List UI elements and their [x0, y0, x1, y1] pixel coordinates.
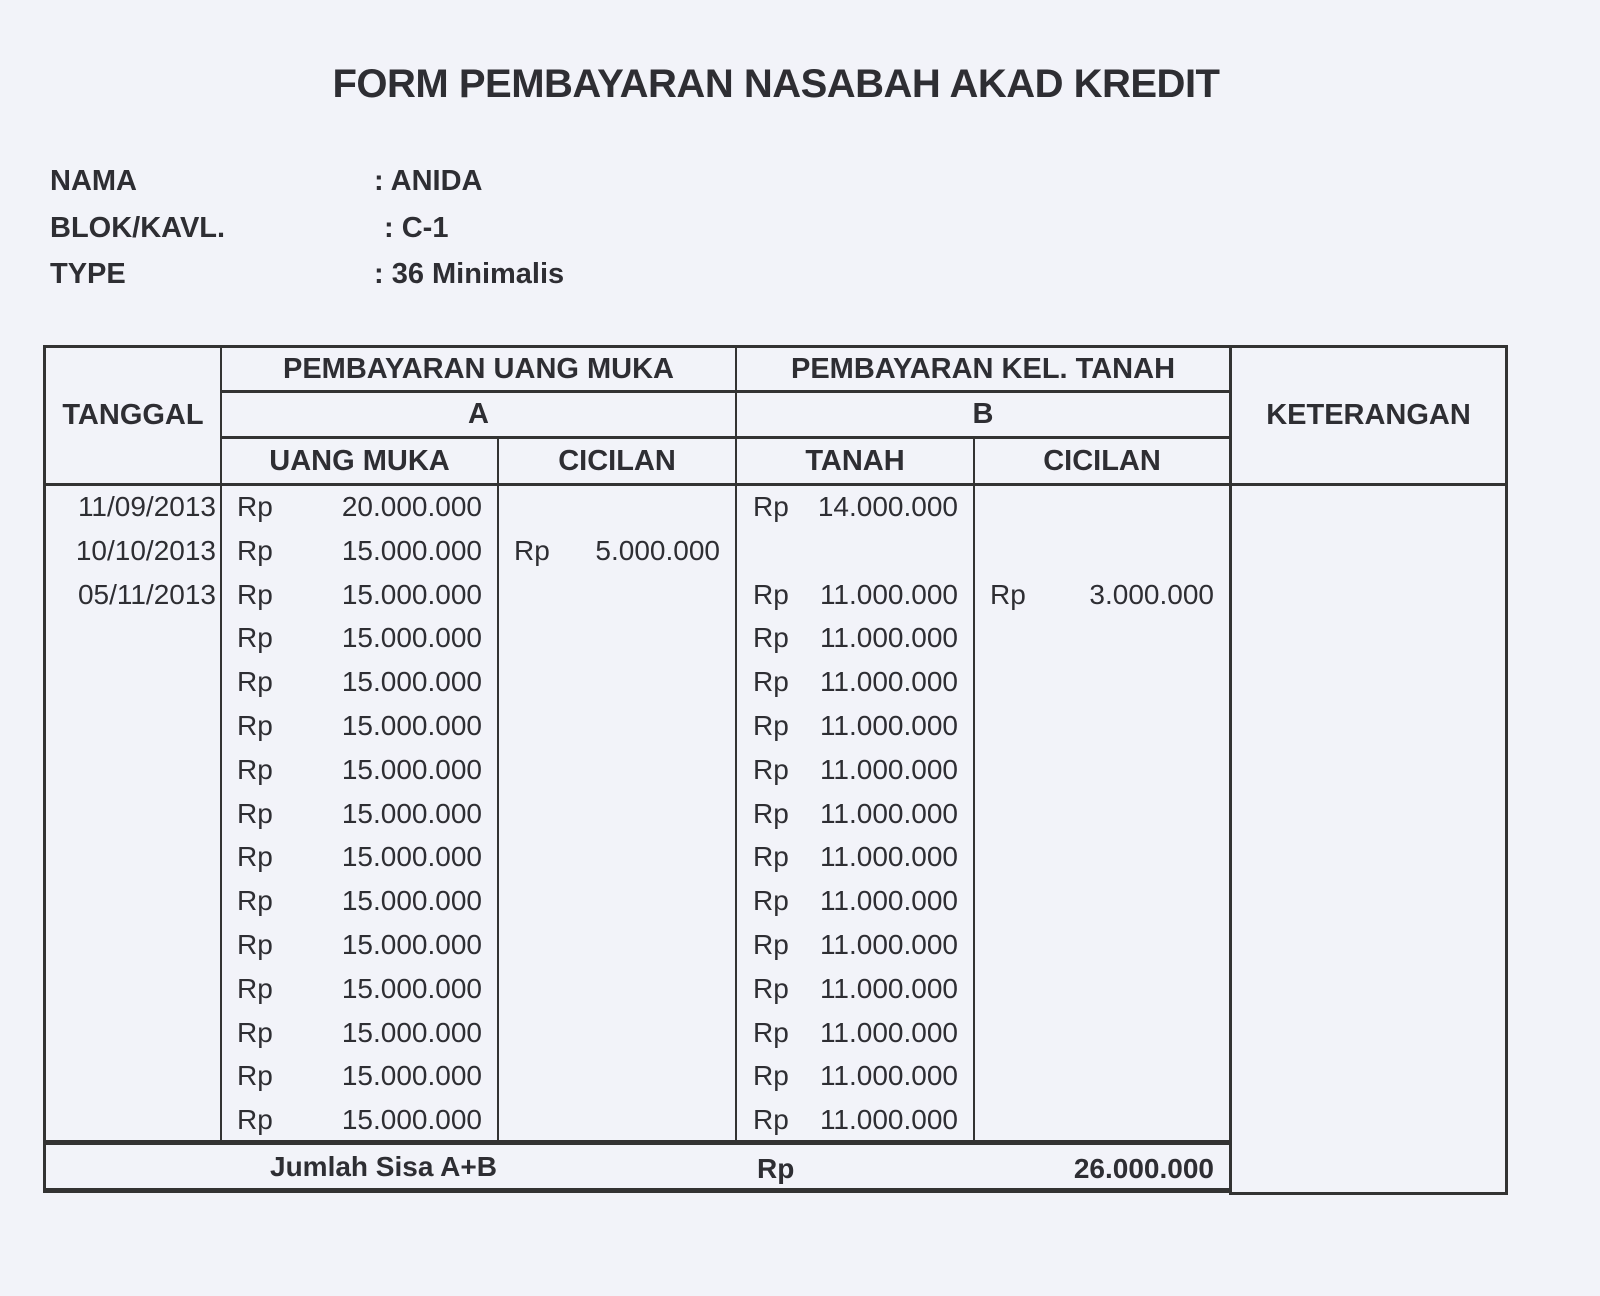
currency-label: Rp	[237, 491, 273, 522]
amount-cell: 15.000.000	[341, 710, 482, 741]
currency-label: Rp	[237, 710, 273, 741]
total-currency: Rp	[757, 1153, 795, 1184]
amount-cell: 15.000.000	[341, 1060, 482, 1092]
currency-label: Rp	[753, 797, 789, 829]
amount-cell: 11.000.000	[819, 622, 958, 654]
type-value: : 36 Minimalis	[374, 258, 565, 290]
currency-label: Rp	[753, 1016, 789, 1048]
header-tanggal: TANGGAL	[62, 399, 204, 431]
header-b-tanah: TANAH	[805, 444, 905, 477]
amount-cell: 15.000.000	[341, 753, 482, 785]
date-cell: 05/11/2013	[77, 578, 216, 610]
currency-label: Rp	[237, 841, 273, 873]
header-b-cicilan: CICILAN	[1043, 444, 1161, 477]
date-cell: 11/09/2013	[77, 491, 216, 522]
total-value: 26.000.000	[1073, 1153, 1214, 1184]
amount-cell: 15.000.000	[341, 972, 482, 1004]
amount-cell: 11.000.000	[819, 1104, 958, 1136]
amount-cell: 11.000.000	[819, 666, 958, 698]
nama-value: : ANIDA	[374, 165, 483, 197]
header-keterangan: KETERANGAN	[1266, 399, 1471, 431]
currency-label: Rp	[514, 534, 550, 566]
amount-cell: 11.000.000	[819, 1060, 958, 1092]
header-a-cicilan: CICILAN	[558, 444, 676, 477]
currency-label: Rp	[753, 885, 789, 917]
nama-label: NAMA	[50, 165, 137, 197]
header-a: A	[468, 398, 489, 430]
header-a-uang-muka: UANG MUKA	[269, 444, 450, 477]
amount-cell: 15.000.000	[341, 578, 482, 610]
header-group-b: PEMBAYARAN KEL. TANAH	[790, 352, 1176, 385]
amount-cell: 11.000.000	[819, 1016, 958, 1048]
amount-cell: 20.000.000	[341, 491, 482, 522]
total-label: Jumlah Sisa A+B	[270, 1151, 497, 1182]
amount-cell: 15.000.000	[341, 797, 482, 829]
amount-cell: 15.000.000	[341, 929, 482, 960]
currency-label: Rp	[753, 1104, 789, 1136]
blok-value: : C-1	[384, 212, 449, 244]
date-cell: 10/10/2013	[75, 534, 216, 566]
amount-cell: 11.000.000	[819, 972, 958, 1004]
amount-cell: 15.000.000	[341, 1104, 482, 1136]
currency-label: Rp	[237, 972, 273, 1004]
currency-label: Rp	[237, 753, 273, 785]
currency-label: Rp	[753, 841, 789, 873]
type-label: TYPE	[50, 258, 126, 290]
header-b: B	[972, 398, 994, 430]
amount-cell: 11.000.000	[819, 753, 958, 785]
amount-cell: 15.000.000	[341, 534, 482, 566]
currency-label: Rp	[237, 578, 273, 610]
amount-cell: 11.000.000	[819, 797, 958, 829]
currency-label: Rp	[753, 972, 789, 1004]
amount-cell: 15.000.000	[341, 885, 482, 917]
currency-label: Rp	[990, 578, 1026, 610]
amount-cell: 11.000.000	[819, 578, 958, 610]
amount-cell: 11.000.000	[819, 929, 958, 960]
header-group-a: PEMBAYARAN UANG MUKA	[282, 352, 674, 385]
currency-label: Rp	[237, 1060, 273, 1092]
document-title: FORM PEMBAYARAN NASABAH AKAD KREDIT	[332, 62, 1220, 106]
currency-label: Rp	[753, 491, 789, 522]
currency-label: Rp	[753, 753, 789, 785]
currency-label: Rp	[753, 710, 789, 741]
amount-cell: 11.000.000	[819, 710, 958, 741]
currency-label: Rp	[237, 1104, 273, 1136]
currency-label: Rp	[237, 622, 273, 654]
amount-cell: 15.000.000	[341, 1016, 482, 1048]
currency-label: Rp	[753, 1060, 789, 1092]
currency-label: Rp	[753, 666, 789, 698]
currency-label: Rp	[753, 929, 789, 960]
amount-cell: 15.000.000	[341, 666, 482, 698]
amount-cell: 11.000.000	[819, 841, 958, 873]
currency-label: Rp	[753, 622, 789, 654]
amount-cell: 15.000.000	[341, 841, 482, 873]
amount-cell: 11.000.000	[819, 885, 958, 917]
amount-cell: 5.000.000	[595, 534, 720, 566]
currency-label: Rp	[237, 929, 273, 960]
amount-cell: 14.000.000	[817, 491, 958, 522]
amount-cell: 15.000.000	[341, 622, 482, 654]
amount-cell: 3.000.000	[1089, 578, 1214, 610]
currency-label: Rp	[753, 578, 789, 610]
currency-label: Rp	[237, 885, 273, 917]
currency-label: Rp	[237, 534, 273, 566]
blok-label: BLOK/KAVL.	[50, 212, 226, 244]
currency-label: Rp	[237, 666, 273, 698]
currency-label: Rp	[237, 797, 273, 829]
currency-label: Rp	[237, 1016, 273, 1048]
